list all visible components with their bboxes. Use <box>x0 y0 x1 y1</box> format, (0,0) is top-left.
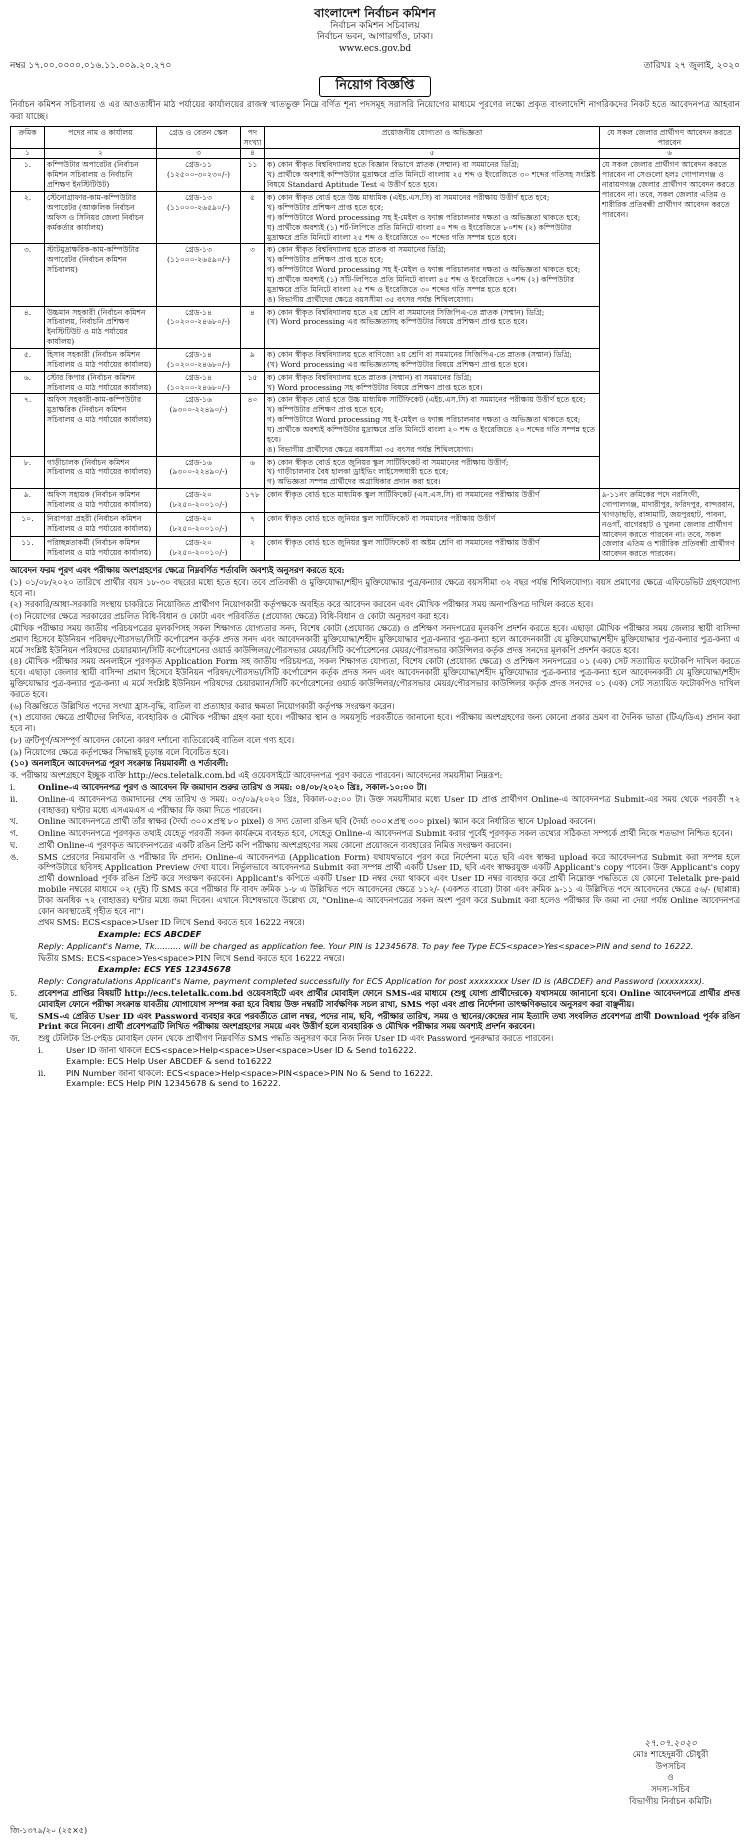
online-rule-i <box>10 782 740 793</box>
post-grade: গ্রেড-১১ (১২৫০০-৩০২৩০/-) <box>157 159 241 192</box>
col-number: ২ <box>45 149 157 159</box>
qualification-line: কোন স্বীকৃত বোর্ড হতে জুনিয়র স্কুল সার্টিফিকেট বা অষ্টম শ্রেণি বা সমমানের পরীক্ষায় উত্তীর্ণ <box>267 538 540 548</box>
qualification-line: (খ) Word processing এর অভিজ্ঞতাসহ কম্পিউটার বিষয়ে প্রশিক্ষণ প্রাপ্ত হতে হবে। <box>267 359 528 369</box>
post-qualification <box>265 371 600 394</box>
post-qualification <box>265 489 600 513</box>
condition-item: (৪) মৌখিক পরীক্ষার সময় অনলাইনে পূরণকৃত Application Form সহ জাতীয় পরিচয়পত্র, সকল শিক্ষাগত যোগ্যতা, বিশেষ কোটা (প্রযোজ্য ক্ষেত্রে) ও প্রশিক্ষণ সনদপত্রের ০১ (এক) সেট সত্যায়িত ফটোকপি দাখিল করতে হবে। এছাড়া জেলার স্থায়ী বাসিন্দা প্রমাণ হিসেবে ইউনিয়ন পরিষদ/পৌরসভা/সিটি কর্পোরেশন কর্তৃক প্রদত্ত সনদ এবং আবেদনকারী মুক্তিযোদ্ধা/শহীদ মুক্তিযোদ্ধার পুত্র-কন্যার পুত্র-কন্যা হলে আবেদনকারী যে মুক্তিযোদ্ধা/শহীদ মুক্তিযোদ্ধার পুত্র-কন্যার পুত্র-কন্যা এ মর্মে সংশ্লিষ্ট ইউনিয়ন পরিষদের চেয়ারম্যান/সিটি কর্পোরেশনের ওয়ার্ড কাউন্সিলর/পৌরসভার মেয়র/পৌরসভার কাউন্সিলর কর্তৃক প্রদত্ত সনদের ০১ (এক) সেট সত্যায়িত ফটোকপিও দাখিল করতে হবে। <box>10 656 740 699</box>
recover-pin-example: Example: ECS Help PIN 12345678 & send to 16222. <box>66 1078 281 1089</box>
signatory-conjunction: ও <box>667 1773 674 1784</box>
rule-text: প্রবেশপত্র প্রাপ্তির বিষয়টি http://ecs.teletalk.com.bd ওয়েবসাইটে এবং প্রার্থীর মোবাইল ফোনে SMS-এর মাধ্যমে (শুধু যোগ্য প্রার্থীদেরকে) যথাসময়ে জানানো হবে। Online আবেদনপত্রে প্রার্থীর প্রদত্ত মোবাইল ফোনে পরীক্ষা সংক্রান্ত যাবতীয় যোগাযোগ সম্পন্ন করা হবে বিধায় উক্ত নম্বরটি সার্বক্ষণিক সচল রাখা, SMS পড়া এবং প্রাপ্ত নির্দেশনা তাৎক্ষণিকভাবে অনুসরণ করা বাঞ্ছনীয়। <box>38 988 740 1009</box>
sms-example-1: Example: ECS ABCDEF <box>98 929 202 940</box>
signature-scribble: ২৭.০৭.২০২০ <box>644 1739 697 1749</box>
online-rule-cha <box>10 988 740 1010</box>
website-text: www.ecs.gov.bd <box>338 43 412 54</box>
rule-label: ঙ. <box>10 851 19 862</box>
col-header-districts: যে সকল জেলার প্রার্থীগণ আবেদন করতে পারবেন <box>600 126 740 149</box>
condition-item: (৩) নিয়োগের ক্ষেত্রে সরকারের প্রচলিত বিধি-বিধান ও কোটা এবং পরিবর্তিত (প্রযোজ্য ক্ষেত্রে) বিধি-বিধান ও কোটা অনুসরণ করা হবে। <box>10 611 449 622</box>
qualification-line: ক) কোন স্বীকৃত বিশ্ববিদ্যালয় হতে স্নাতক বা সমমানের ডিগ্রি; <box>267 245 446 255</box>
post-qualification <box>265 348 600 371</box>
post-grade: গ্রেড-২০ (৮২৫০-২০০১০/-) <box>157 513 241 537</box>
reference-line <box>10 61 740 73</box>
rule-label: ii. <box>38 1067 46 1078</box>
post-name: স্টাটমুদ্রাক্ষরিক-কাম-কম্পিউটার অপারেটর (নির্বাচন কমিশন সচিবালয়) <box>45 244 157 306</box>
post-serial: ৪. <box>11 306 45 348</box>
post-qualification <box>265 537 600 561</box>
qualification-line: গ) কম্পিউটারে Word processing সহ ই-মেইল ও ফ্যাক্স পরিচালনার দক্ষতা ও অভিজ্ঞতা থাকতে হবে; <box>267 212 581 222</box>
post-serial: ২. <box>11 192 45 244</box>
condition-item: (৬) বিজ্ঞপ্তিতে উল্লিখিত পদের সংখ্যা হ্রাস-বৃদ্ধি, বাতিল বা প্রত্যাহার করার ক্ষমতা নিয়োগকারী কর্তৃপক্ষ সংরক্ষণ করেন। <box>10 700 395 711</box>
post-grade: গ্রেড-১৪ (১০২০০-২৪৬৮০/-) <box>157 348 241 371</box>
rule-text: প্রার্থী Online-এ পূরণকৃত আবেদনপত্রের একটি রঙিন প্রিন্ট কপি পরীক্ষায় অংশগ্রহণের সময় কোনো প্রয়োজনে ব্যবহারের নিমিত্ত সংরক্ষণ করবেন। <box>38 839 512 850</box>
qualification-line: ক) কোন স্বীকৃত বিশ্ববিদ্যালয় হতে বাণিজ্যে ২য় শ্রেণি বা সমমানের সিজিপিএ-তে স্নাতক (সম্মান) ডিগ্রি; <box>267 349 572 359</box>
rule-label: ii. <box>10 793 18 804</box>
qualification-line: ঙ) বিভাগীয় প্রার্থীদের ক্ষেত্রে বয়সসীমা ৩৫ বৎসর পর্যন্ত শিথিলযোগ্য। <box>267 294 474 304</box>
post-count: ১৫ <box>241 371 265 394</box>
col-number: ৪ <box>241 149 265 159</box>
online-rule-uma <box>10 852 740 917</box>
qualification-line: খ) গাড়ীচালনার বৈধ হালকা ড্রাইভিং লাইসেন্সধারী হতে হবে; <box>267 467 449 477</box>
post-count: ১৭৮ <box>241 489 265 513</box>
eligible-districts-low-grade: ৯-১১নং ক্রমিকের পদে নরসিংদী, গোপালগঞ্জ, মাদারীপুর, ফরিদপুর, বান্দরবান, খাগড়াছড়ি, রাঙ্গামাটি, জয়পুরহাট, পাবনা, নওগাঁ, বাগেরহাট ও খুলনা জেলার প্রার্থীগণ আবেদন করতে পারবেন না। তবে, সকল জেলার এতিম ও শারীরিক প্রতিবন্ধী প্রার্থীগণ আবেদন করতে পারবেন। <box>600 489 740 561</box>
col-header-count: পদ সংখ্যা <box>241 126 265 149</box>
qualification-line: (খ) Word processing এর অভিজ্ঞতাসহ কম্পিউটার বিষয়ে প্রশিক্ষণ প্রাপ্ত হতে হবে। <box>267 317 528 327</box>
posts-table <box>10 126 740 561</box>
qualification-line: ক) কোন স্বীকৃত বোর্ড হতে উচ্চ মাধ্যমিক (এইচ.এস.সি) বা সমমানের পরীক্ষায় উত্তীর্ণ হতে হবে; <box>267 193 550 203</box>
sms-second: দ্বিতীয় SMS: ECS<space>Yes<space>PIN লিখে Send করতে হবে 16222 নম্বরে। <box>38 952 345 963</box>
sms-instructions <box>38 917 740 987</box>
rule-label: i. <box>10 781 16 792</box>
issue-date: তারিখঃ ২৭ জুলাই, ২০২০ <box>643 60 740 71</box>
qualification-line: গ) কম্পিউটারে Word processing সহ ই-মেইল ও ফ্যাক্স পরিচালনার দক্ষতা ও অভিজ্ঞতা থাকতে হবে; <box>267 265 581 275</box>
rule-text: Online-এ আবেদনপত্র পূরণ ও আবেদন ফি জমাদান শুরুর তারিখ ও সময়: ০৪/০৮/২০২০ খ্রিঃ, সকাল-১০:০০ টা। <box>38 781 427 792</box>
rule-text: SMS-এ প্রেরিত User ID এবং Password ব্যবহার করে পরবর্তীতে রোল নম্বর, পদের নাম, ছবি, পরীক্ষার তারিখ, সময় ও স্থানের/কেন্দ্রের নাম ইত্যাদি তথ্য সংবলিত প্রবেশপত্র প্রার্থী Download পূর্বক রঙিন Print করে নিবেন। প্রার্থী প্রবেশপত্রটি লিখিত পরীক্ষায় অংশগ্রহণের সময়ে এবং উত্তীর্ণ হলে ব্যবহারিক ও মৌখিক পরীক্ষার সময় অবশ্যই প্রদর্শন করবেন। <box>38 1010 740 1032</box>
post-count: ৭ <box>241 513 265 537</box>
post-serial: ৯. <box>11 489 45 513</box>
office-address: নির্বাচন ভবন, আগারগাঁও, ঢাকা। <box>316 32 434 43</box>
post-count: ৩ <box>241 244 265 306</box>
rule-label: ঘ. <box>10 839 18 850</box>
advertisement-page <box>10 0 740 1835</box>
post-name: হিসাব সহকারী (নির্বাচন কমিশন সচিবালয় ও মাঠ পর্যায়ের কার্যালয়) <box>45 348 157 371</box>
rule-label: খ. <box>10 816 19 827</box>
online-rule-chha <box>10 1011 740 1033</box>
qualification-line: ক) কোন স্বীকৃত বিশ্ববিদ্যালয় হতে বিজ্ঞান বিভাগে স্নাতক (সম্মান) বা সমমানের ডিগ্রি; <box>267 160 520 170</box>
notice-badge: নিয়োগ বিজ্ঞপ্তি <box>319 76 431 97</box>
qualification-line: খ) কম্পিউটার প্রশিক্ষণ প্রাপ্ত হতে হবে; <box>267 405 384 415</box>
conditions-title: আবেদন ফরম পূরণ এবং পরীক্ষায় অংশগ্রহণের ক্ষেত্রে নিম্নবর্ণিত শর্তাবলি অবশ্যই অনুসরণ করতে হবে: <box>10 565 345 576</box>
post-count: ৯ <box>241 348 265 371</box>
print-code: জি-১৩৭৯/২০ (২৫×৫) <box>10 1826 88 1835</box>
secretariat-name: নির্বাচন কমিশন সচিবালয় <box>330 21 420 31</box>
recover-user-id <box>10 1045 740 1067</box>
rule-label: জ. <box>10 1033 21 1044</box>
signature-block <box>629 1738 712 1808</box>
post-qualification <box>265 306 600 348</box>
signatory-designation: উপসচিব <box>655 1761 686 1772</box>
post-name: স্টেনোগ্রাফার-কাম-কম্পিউটার অপারেটর (আঞ্চলিক নির্বাচন অফিস ও সিনিয়র জেলা নির্বাচন কর্মকর্তার কার্যালয়) <box>45 192 157 244</box>
post-grade: গ্রেড-২০ (৮২৫০-২০০১০/-) <box>157 489 241 513</box>
col-number: ৩ <box>157 149 241 159</box>
post-serial: ৮. <box>11 456 45 489</box>
qualification-line: ক) কোন স্বীকৃত বোর্ড হতে জুনিয়র স্কুল সার্টিফিকেট বা সমমানের পরীক্ষায় উত্তীর্ণ; <box>267 457 509 467</box>
condition-item: (১) ০১/০৮/২০২০ তারিখে প্রার্থীর বয়স ১৮-৩০ বছরের মধ্যে হতে হবে। তবে প্রতিবন্ধী ও মুক্তিযোদ্ধা/শহীদ মুক্তিযোদ্ধার পুত্র/কন্যার ক্ষেত্রে বয়সসীমা ৩২ বছর পর্যন্ত শিথিলযোগ্য। বয়স প্রমাণের ক্ষেত্রে এফিডেভিট গ্রহণযোগ্য হবে না। <box>10 576 740 598</box>
condition-item: (৭) প্রযোজ্য ক্ষেত্রে প্রার্থীদের লিখিত, ব্যবহারিক ও মৌখিক পরীক্ষা গ্রহণ করা হবে। পরীক্ষার স্থান ও সময়সূচি পরবর্তীতে জানানো হবে। পরীক্ষায় অংশগ্রহণের জন্য কোনো প্রকার ভ্রমণ বা দৈনিক ভাতা (টিএ/ডিএ) প্রদান করা হবে না। <box>10 712 740 734</box>
post-grade: গ্রেড-১৬ (৯৩০০-২২৪৯০/-) <box>157 394 241 456</box>
col-header-serial: ক্রমিক <box>11 126 45 149</box>
post-grade: গ্রেড-১৬ (৯৩০০-২২৪৯০/-) <box>157 456 241 489</box>
col-header-grade: গ্রেড ও বেতন স্কেল <box>157 126 241 149</box>
condition-item: (২) সরকারি/আধা-সরকারি সংস্থায় চাকরিতে নিয়োজিত প্রার্থীগণ নিয়োগকারী কর্তৃপক্ষকে অবহিত করে আবেদন করবেন এবং মৌখিক পরীক্ষার সময় অনাপত্তিপত্র দাখিল করতে হবে। <box>10 599 594 610</box>
online-rule-ja <box>10 1033 740 1044</box>
rule-text: Online আবেদনপত্রে প্রার্থী তাঁর স্বাক্ষর (দৈর্ঘ্য ৩০০×প্রস্থ ৮০ pixel) ও সদ্য তোলা রঙিন ছবি (দৈর্ঘ্য ৩০০×প্রস্থ ৩০০ pixel) স্ক্যান করে নির্ধারিত স্থানে Upload করবেন। <box>38 816 596 827</box>
table-header-row <box>11 126 740 149</box>
post-row <box>11 159 740 192</box>
post-name: স্টোর কিপার (নির্বাচন কমিশন সচিবালয় ও মাঠ পর্যায়ের কার্যালয়) <box>45 371 157 394</box>
eligible-districts-general: যে সকল জেলার প্রার্থীগণ আবেদন করতে পারবেন না সেগুলো হলঃ গোপালগঞ্জ ও নারায়ণগঞ্জ জেলার প্রার্থীগণ আবেদন করতে পারবেন না। তবে, সকল জেলার এতিম ও শারীরিক প্রতিবন্ধী প্রার্থীগণ আবেদন করতে পারবেন। <box>600 159 740 489</box>
col-header-qualification: প্রয়োজনীয় যোগ্যতা ও অভিজ্ঞতা <box>265 126 600 149</box>
post-serial: ৩. <box>11 244 45 306</box>
post-serial: ১০. <box>11 513 45 537</box>
signatory-role: সদস্য-সচিব <box>651 1784 690 1795</box>
qualification-line: ঘ) প্রার্থীকে অবশ্যই (১) সাঁট-লিপিতে প্রতি মিনিটে বাংলা ৪৫ শব্দ ও ইংরেজিতে ৭০শব্দ (২) কম্পিউটার মুদ্রাক্ষরে প্রতি মিনিটে বাংলা ২৫ শব্দ ও ইংরেজিতে ৩০ শব্দের গতি সম্পন্ন হতে হবে। <box>267 274 574 294</box>
post-serial: ৭. <box>11 394 45 456</box>
recover-user-id-example: Example: ECS Help User ABCDEF & send to16222 <box>66 1055 272 1066</box>
online-rule-ii <box>10 794 740 816</box>
online-rule-ga <box>10 828 740 839</box>
post-name: নিরাপত্তা প্রহরী (নির্বাচন কমিশন সচিবালয় ও মাঠ পর্যায়ের কার্যালয়) <box>45 513 157 537</box>
post-grade: গ্রেড-১৪ (১০২০০-২৪৬৮০/-) <box>157 371 241 394</box>
col-header-post: পদের নাম ও কার্যালয় <box>45 126 157 149</box>
qualification-line: ক) কোন স্বীকৃত বিশ্ববিদ্যালয় হতে স্নাতক (সম্মান) বা সমমানের ডিগ্রি; <box>267 372 472 382</box>
post-serial: ৫. <box>11 348 45 371</box>
post-grade: গ্রেড-১৩ (১১০০০-২৬৫৯০/-) <box>157 192 241 244</box>
post-serial: ১১. <box>11 537 45 561</box>
org-name: বাংলাদেশ নির্বাচন কমিশন <box>314 6 436 20</box>
qualification-line: ক) কোন স্বীকৃত বোর্ড হতে উচ্চ মাধ্যমিক সার্টিফিকেট (এইচ.এস.সি) বা সমমানের পরীক্ষায় উত্তীর্ণ হতে হবে; <box>267 395 586 405</box>
letterhead <box>10 6 740 55</box>
qualification-line: খ) কম্পিউটার প্রশিক্ষণ প্রাপ্ত হতে হবে; <box>267 255 384 265</box>
qualification-line: ঙ) বিভাগীয় প্রার্থীদের ক্ষেত্রে বয়সসীমা ৩৫ বৎসর পর্যন্ত শিথিলযোগ্য। <box>267 444 474 454</box>
post-name: উচ্চমান সহকারী (নির্বাচন কমিশন সচিবালয়, নির্বাচনি প্রশিক্ষণ ইনস্টিটিউট ও মাঠ পর্যায়ের কার্যালয়) <box>45 306 157 348</box>
post-serial: ৬. <box>11 371 45 394</box>
memo-number: নম্বর ১৭.০০.০০০০.০১৬.১১.০০৯.২০.২৭০ <box>10 60 172 71</box>
rule-label: ছ. <box>10 1010 18 1021</box>
post-grade: গ্রেড-১৪ (১০২০০-২৪৬৮০/-) <box>157 306 241 348</box>
post-name: অফিস সহায়ক (নির্বাচন কমিশন সচিবালয় ও মাঠ পর্যায়ের কার্যালয়) <box>45 489 157 513</box>
post-name: পরিচ্ছন্নতাকর্মী (নির্বাচন কমিশন সচিবালয় ও মাঠ পর্যায়ের কার্যালয়) <box>45 537 157 561</box>
qualification-line: ক) কোন স্বীকৃত বিশ্ববিদ্যালয় হতে ২য় শ্রেণি বা সমমানের সিজিপিএ-তে স্নাতক (সম্মান) ডিগ্রি; <box>267 307 545 317</box>
post-qualification <box>265 456 600 489</box>
post-count: ৬ <box>241 456 265 489</box>
col-number: ১ <box>11 149 45 159</box>
post-name: গাড়ীচালক (নির্বাচন কমিশন সচিবালয় ও মাঠ পর্যায়ের কার্যালয়) <box>45 456 157 489</box>
conditions-section <box>10 565 740 1089</box>
qualification-line: খ) প্রার্থীকে অবশ্যই কম্পিউটার মুদ্রাক্ষরে প্রতি মিনিটে বাংলায় ২৫ শব্দ ও ইংরেজিতে ৩০ শব্দের গতিসহ সংশ্লিষ্ট বিষয়ে Standard Aptitude Test এ উত্তীর্ণ হতে হবে। <box>267 170 596 190</box>
rule-label: i. <box>38 1044 44 1055</box>
condition-item: (৯) নিয়োগের ক্ষেত্রে কর্তৃপক্ষের সিদ্ধান্তই চূড়ান্ত বলে বিবেচিত হবে। <box>10 746 229 757</box>
post-count: ৪০ <box>241 394 265 456</box>
col-number: ৬ <box>600 149 740 159</box>
post-qualification <box>265 159 600 192</box>
post-name: কম্পিউটার অপারেটর (নির্বাচন কমিশন সচিবালয় ও নির্বাচনি প্রশিক্ষণ ইনস্টিটিউট) <box>45 159 157 192</box>
post-count: ২ <box>241 537 265 561</box>
rule-label: চ. <box>10 988 18 999</box>
recover-pin <box>10 1068 740 1090</box>
sms-first: প্রথম SMS: ECS<space>User ID লিখে Send করতে হবে 16222 নম্বরে। <box>38 917 305 928</box>
online-rule-kha <box>10 816 740 827</box>
condition-item: মৌখিক পরীক্ষার সময় জাতীয় পরিচয়পত্রের মূলকপিসহ সকল শিক্ষাগত যোগ্যতার সনদ, বিশেষ কোটা (প্রযোজ্য ক্ষেত্রে) ও প্রশিক্ষণ সনদপত্রের মূলকপি প্রদর্শন করতে হবে। এছাড়া মৌখিক পরীক্ষার সময় জেলার স্থায়ী বাসিন্দা প্রমাণ হিসেবে ইউনিয়ন পরিষদ/পৌরসভা/সিটি কর্পোরেশন কর্তৃক প্রদত্ত সনদ এবং আবেদনকারী মুক্তিযোদ্ধা/শহীদ মুক্তিযোদ্ধার পুত্র-কন্যার পুত্র-কন্যা হলে আবেদনকারী যে মুক্তিযোদ্ধা/শহীদ মুক্তিযোদ্ধার পুত্র-কন্যার পুত্র-কন্যা এ মর্মে সংশ্লিষ্ট ইউনিয়ন পরিষদের চেয়ারম্যান/সিটি কর্পোরেশনের ওয়ার্ড কাউন্সিলর/পৌরসভার মেয়র/সিটি কর্পোরেশনের মেয়র/পৌরসভার কাউন্সিলর কর্তৃক প্রদত্ত সনদের মূলকপি প্রদর্শন করতে হবে। <box>10 623 740 655</box>
qualification-line: ঘ) প্রার্থীকে অবশ্যই কম্পিউটার মুদ্রাক্ষরে প্রতি মিনিটে বাংলা ২০ শব্দ ও ইংরেজিতে ২০ শব্দের গতি সম্পন্ন হতে হবে। <box>267 424 596 444</box>
condition-item: (৮) ত্রুটিপূর্ণ/অসম্পূর্ণ আবেদন কোনো কারণ দর্শানো ব্যতিরেকেই বাতিল বলে গণ্য হবে। <box>10 734 295 745</box>
post-serial: ১. <box>11 159 45 192</box>
qualification-line: খ) Word processing সহ কম্পিউটার বিষয়ে প্রশিক্ষণ প্রাপ্ত হতে হবে। <box>267 382 483 392</box>
rule-text: Online আবেদনপত্রে পূরণকৃত তথ্যই যেহেতু পরবর্তী সকল কার্যক্রমে ব্যবহৃত হবে, সেহেতু Online-এ আবেদনপত্র Submit করার পূর্বেই পূরণকৃত সকল তথ্যের সঠিকতা সম্পর্কে প্রার্থী নিজে শতভাগ নিশ্চিত হবেন। <box>38 828 733 839</box>
col-number: ৫ <box>265 149 600 159</box>
online-rule-gha <box>10 840 740 851</box>
post-grade: গ্রেড-১৩ (১১০০০-২৬৫৯০/-) <box>157 244 241 306</box>
qualification-line: কোন স্বীকৃত বোর্ড হতে জুনিয়র স্কুল সার্টিফিকেট বা সমমানের পরীক্ষায় উত্তীর্ণ <box>267 514 496 524</box>
rule-label: গ. <box>10 828 19 839</box>
online-rule-ka: ক. পরীক্ষায় অংশগ্রহণে ইচ্ছুক ব্যক্তি http://ecs.teletalk.com.bd এই ওয়েবসাইটে আবেদনপত্র পূরণ করতে পারবেন। আবেদনের সময়সীমা নিম্নরূপ: <box>10 770 503 781</box>
sms-reply-2: Reply: Congratulations Applicant's Name, payment completed successfully for ECS Application for post xxxxxxxx User ID is (ABCDEF) and Password (xxxxxxxx). <box>38 976 705 987</box>
post-count: ৫ <box>241 192 265 244</box>
post-count: ৪ <box>241 306 265 348</box>
qualification-line: গ) অভিজ্ঞতা সম্পন্ন প্রার্থীদের অগ্রাধিকার প্রদান করা হবে। <box>267 477 441 487</box>
qualification-line: ঘ) প্রার্থীকে অবশ্যই (১) শর্ট-লিপিতে প্রতি মিনিটে বাংলা ৫০ শব্দ ও ইংরেজিতে ৮০শব্দ (২) কম্পিউটার মুদ্রাক্ষরে প্রতি মিনিটে বাংলা ২৫ শব্দ ও ইংরেজিতে ৩০ শব্দের গতি সম্পন্ন হতে হবে। <box>267 222 572 242</box>
rule-text: Online-এ আবেদনপত্র জমাদানের শেষ তারিখ ও সময়: ০৩/০৯/২০২০ খ্রিঃ, বিকাল-০৫:০০ টা। উক্ত সময়সীমার মধ্যে User ID প্রাপ্ত প্রার্থীগণ Online-এ আবেদনপত্র Submit-এর সময় থেকে পরবর্তী ৭২ (বাহাত্তর) ঘণ্টার মধ্যে এসএমএস এ পরীক্ষার ফি জমা দিতে পারবেন। <box>38 793 740 815</box>
qualification-line: কোন স্বীকৃত বোর্ড হতে মাধ্যমিক স্কুল সার্টিফিকেট (এস.এস.সি) বা সমমানের পরীক্ষায় উত্তীর্ণ <box>267 490 540 500</box>
post-qualification <box>265 244 600 306</box>
signatory-committee: বিভাগীয় নির্বাচন কমিটি। <box>629 1796 712 1807</box>
post-row <box>11 489 740 513</box>
post-qualification <box>265 192 600 244</box>
post-qualification <box>265 394 600 456</box>
qualification-line: খ) কম্পিউটার প্রশিক্ষণ প্রাপ্ত হতে হবে; <box>267 202 384 212</box>
qualification-line: গ) কম্পিউটারে Word processing সহ ই-মেইল ও ফ্যাক্স পরিচালনার দক্ষতা ও অভিজ্ঞতা থাকতে হবে; <box>267 415 581 425</box>
signatory-name: মোঃ শাহেদুন্নবী চৌধুরী <box>632 1750 709 1761</box>
recover-pin-text: PIN Number জানা থাকলে: ECS<space>Help<space>PIN<space>PIN No & Send to 16222. <box>66 1067 434 1078</box>
post-grade: গ্রেড-২০ (৮২৫০-২০০১০/-) <box>157 537 241 561</box>
recover-user-id-text: User ID জানা থাকলে ECS<space>Help<space>User<space>User ID & Send to16222. <box>66 1044 417 1055</box>
post-qualification <box>265 513 600 537</box>
table-number-row <box>11 149 740 159</box>
sms-example-2: Example: ECS YES 12345678 <box>98 964 231 975</box>
rule-text: শুধু টেলিটক প্রি-পেইড মোবাইল ফোন থেকে প্রার্থীগণ নিম্নবর্ণিত SMS পদ্ধতি অনুসরণ করে নিজ নিজ User ID এবং Password পুনরুদ্ধার করতে পারবেন। <box>38 1033 554 1044</box>
online-rules-title: (১০) অনলাইনে আবেদনপত্র পূরণ সংক্রান্ত নিয়মাবলী ও শর্তাবলী: <box>10 758 229 769</box>
intro-paragraph: নির্বাচন কমিশন সচিবালয় ও এর আওতাধীন মাঠ পর্যায়ের কার্যালয়ের রাজস্ব খাতভুক্ত নিম্নে বর্ণিত শূন্য পদসমূহ সরাসরি নিয়োগের মাধ্যমে পূরণের লক্ষ্যে প্রকৃত বাংলাদেশি নাগরিকদের নিকট হতে আবেদনপত্র আহবান করা যাচ্ছে। <box>10 100 740 122</box>
post-name: অফিস সহকারী-কাম-কম্পিউটার মুদ্রাক্ষরিক (নির্বাচন কমিশন সচিবালয় ও মাঠ পর্যায়ের কার্যালয়) <box>45 394 157 456</box>
post-count: ১১ <box>241 159 265 192</box>
rule-text: SMS প্রেরণের নিয়মাবলি ও পরীক্ষার ফি প্রদান: Online-এ আবেদনপত্র (Application Form) যথাযথভাবে পূরণ করে নির্দেশনা মতে ছবি এবং স্বাক্ষর upload করে আবেদনপত্র Submit করা সম্পন্ন হলে কম্পিউটারে ছবিসহ Application Preview দেখা যাবে। নির্ভুলভাবে আবেদনপত্র Submit করা সম্পন্ন প্রার্থী একটি User ID, ছবি এবং স্বাক্ষরযুক্ত একটি Applicant's copy পাবেন। উক্ত Applicant's copy প্রার্থী download পূর্বক রঙিন প্রিন্ট করে সংরক্ষণ করবেন। Applicant's কপিতে একটি User ID নম্বর দেয়া থাকবে এবং User ID নম্বর ব্যবহার করে প্রার্থী নিম্নোক্ত পদ্ধতিতে যে কোনো Teletalk pre-paid mobile নম্বরের মাধ্যমে ০২ (দুই) টি SMS করে পরীক্ষার ফি বাবদ ক্রমিক ১-৮ এ উল্লিখিত পদে আবেদনের ক্ষেত্রে ১১২/- (একশত বারো) টাকা এবং ক্রমিক ৯-১১ এ উল্লিখিত পদে আবেদনের ক্ষেত্রে ৫৬/- (ছাপ্পান্ন) টাকা অনধিক ৭২ (বাহাত্তর) ঘণ্টার মধ্যে জমা দিবেন। এখানে বিশেষভাবে উল্লেখ্য যে, "Online-এ আবেদনপত্রের সকল অংশ পূরণ করে Submit করা হলেও পরীক্ষার ফি জমা না দেয়া পর্যন্ত Online আবেদনপত্র কোন অবস্থাতেই গৃহীত হবে না"। <box>38 851 740 916</box>
posts-table-body <box>11 159 740 561</box>
sms-reply-1: Reply: Applicant's Name, Tk.......... will be charged as application fee. Your PIN is 12345678. To pay fee Type ECS<space>Yes<space>PIN and send to 16222. <box>38 940 694 951</box>
